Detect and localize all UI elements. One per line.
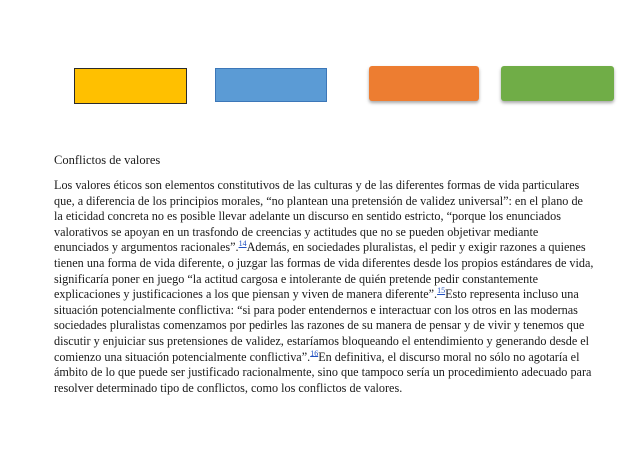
green-box (501, 66, 614, 101)
section-title: Conflictos de valores (54, 153, 161, 167)
footnote-ref-15[interactable]: 15 (437, 286, 446, 296)
orange-box (369, 66, 479, 101)
paragraph-text: Esto representa incluso una situación potencialmente conflictiva: “si para poder entendernos e interactuar con los otros en las modernas sociedades pluralistas comenzamos por pedirles las razones de su manera de pensar y de vivir y tenemos que discutir y enjuiciar sus pretensiones de validez, estaríamos bloqueando el entendimiento y generando desde el comienzo una situación potencialmente conflictiva”. (54, 287, 590, 364)
paragraph-text: Los valores éticos son elementos constitutivos de las culturas y de las diferentes formas de vida particulares que, a diferencia de los principios morales, “no plantean una pretensión de validez universal”: en el plano de la eticidad concreta no es posible llevar adelante un discurso en sentido estricto, “porque los enunciados valorativos se apoyan en un trasfondo de creencias y actitudes que no se pueden objetivar mediante enunciados y argumentos racionales”. (54, 178, 583, 255)
color-boxes-row (0, 0, 638, 110)
blue-box (215, 68, 327, 102)
footnote-ref-16[interactable]: 16 (310, 348, 319, 358)
paragraph-text: Además, en sociedades pluralistas, el pedir y exigir razones a quienes tienen una forma de vida diferente, o juzgar las formas de vida diferentes desde los propios estándares de vida, significaría poner en juego “la actitud cargosa e intolerante de quién pretende pedir constantemente explicaciones y justificaciones a los que piensan y viven de manera diferente”. (54, 240, 594, 302)
paragraph-text: En definitiva, el discurso moral no sólo no agotaría el ámbito de lo que puede ser justificado racionalmente, sino que tampoco sería un procedimiento adecuado para resolver determinado tipo de conflictos, como los conflictos de valores. (54, 349, 592, 395)
body-paragraph (54, 178, 594, 396)
footnote-ref-14[interactable]: 14 (238, 239, 247, 249)
yellow-box (74, 68, 187, 104)
